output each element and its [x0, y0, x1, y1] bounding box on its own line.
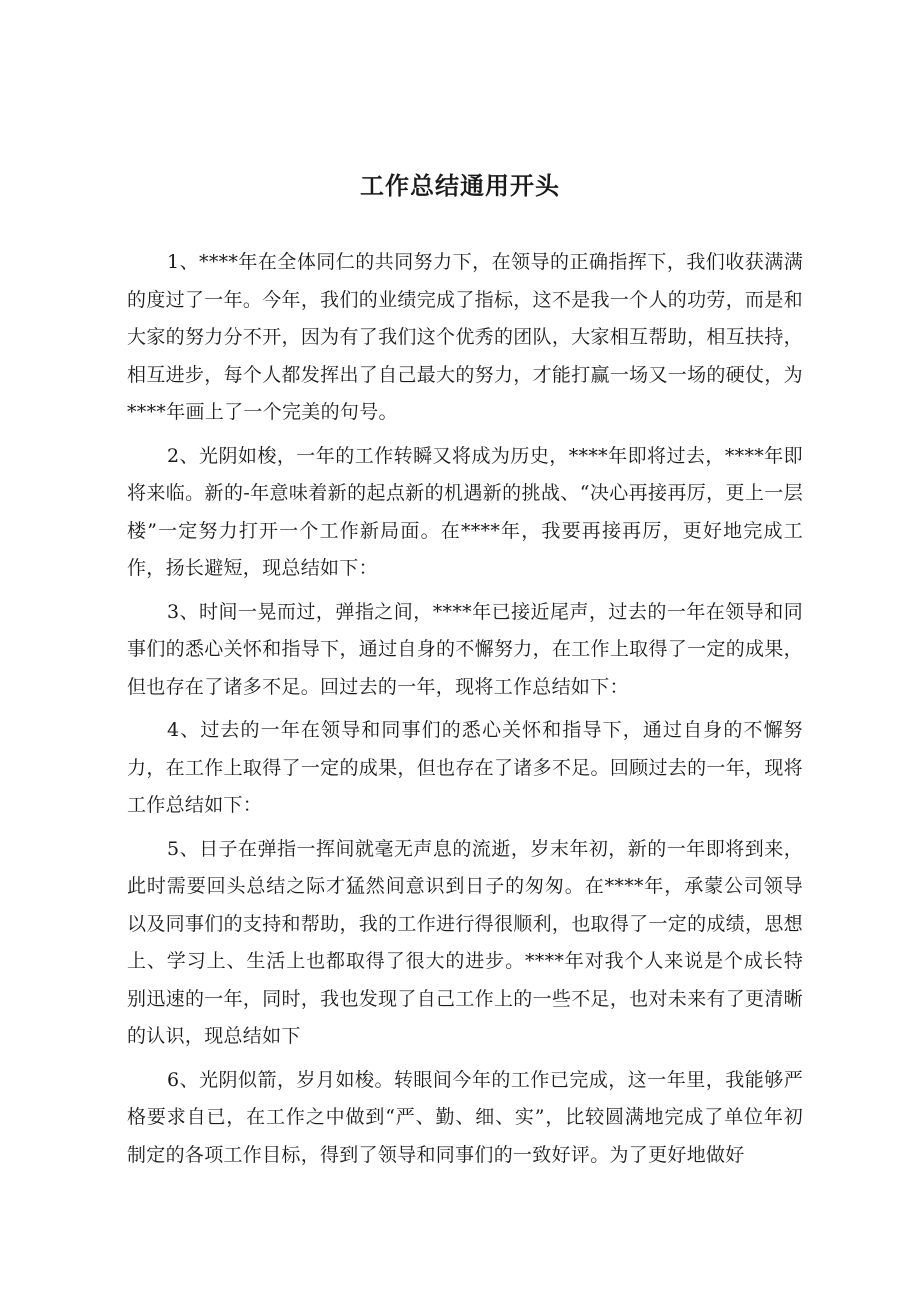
paragraph-2: 2、光阴如梭，一年的工作转瞬又将成为历史，****年即将过去，****年即将来临。新的-年意味着新的起点新的机遇新的挑战、“决心再接再厉，更上一层楼”一定努力打开一个工作新局面。在****年，我要再接再厉，更好地完成工作，扬长避短，现总结如下：: [127, 444, 803, 579]
paragraph-4: 4、过去的一年在领导和同事们的悉心关怀和指导下，通过自身的不懈努力，在工作上取得了一定的成果，但也存在了诸多不足。回顾过去的一年，现将工作总结如下：: [127, 719, 803, 816]
paragraph-6: 6、光阴似箭，岁月如梭。转眼间今年的工作已完成，这一年里，我能够严格要求自已，在工作之中做到“严、勤、细、实”，比较圆满地完成了单位年初制定的各项工作目标，得到了领导和同事们的一致好评。为了更好地做好: [127, 1068, 803, 1166]
document-title: 工作总结通用开头: [360, 172, 560, 200]
paragraph-3: 3、时间一晃而过，弹指之间，****年已接近尾声，过去的一年在领导和同事们的悉心关怀和指导下，通过自身的不懈努力，在工作上取得了一定的成果，但也存在了诸多不足。回过去的一年，现将工作总结如下：: [127, 600, 803, 698]
document-body: [127, 244, 803, 1180]
paragraph-1: 1、****年在全体同仁的共同努力下，在领导的正确指挥下，我们收获满满的度过了一年。今年，我们的业绩完成了指标，这不是我一个人的功劳，而是和大家的努力分不开，因为有了我们这个优秀的团队，大家相互帮助，相互扶持，相互进步，每个人都发挥出了自己最大的努力，才能打赢一场又一场的硬仗，为****年画上了一个完美的句号。: [127, 251, 803, 423]
paragraph-5: 5、日子在弹指一挥间就毫无声息的流逝，岁末年初，新的一年即将到来，此时需要回头总结之际才猛然间意识到日子的匆匆。在****年，承蒙公司领导以及同事们的支持和帮助，我的工作进行得很顺利，也取得了一定的成绩，思想上、学习上、生活上也都取得了很大的进步。****年对我个人来说是个成长特别迅速的一年，同时，我也发现了自己工作上的一些不足，也对未来有了更清晰的认识，现总结如下: [127, 837, 803, 1047]
